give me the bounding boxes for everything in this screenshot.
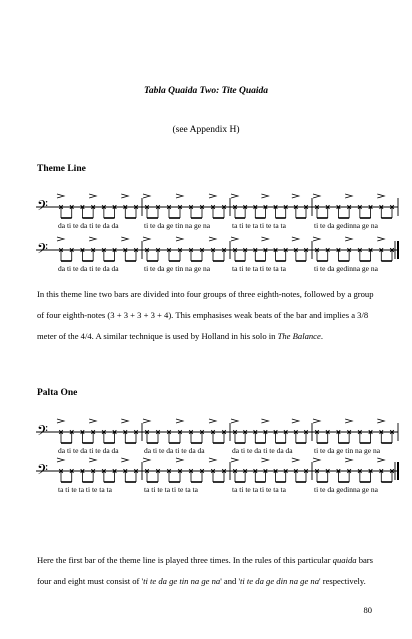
palta-one-heading: Palta One bbox=[37, 388, 78, 398]
accent-mark bbox=[345, 458, 352, 462]
accent-mark bbox=[261, 237, 268, 241]
accent-mark bbox=[377, 419, 384, 423]
accent-mark bbox=[121, 458, 128, 462]
accent-mark bbox=[143, 458, 150, 462]
paragraph-line: of four eighth-notes (3 + 3 + 3 + 3 + 4). This emphasises weak beats of the bar and implies a 3/8 bbox=[37, 310, 369, 320]
paragraph-line: Here the first bar of the theme line is played three times. In the rules of this particular quaida bars bbox=[37, 555, 374, 565]
paragraph-line: meter of the 4/4. A similar technique is used by Holland in his solo in The Balance. bbox=[37, 331, 323, 341]
accent-mark bbox=[176, 419, 183, 423]
page-title: Tabla Quaida Two: Tite Quaida bbox=[143, 86, 269, 96]
accent-mark bbox=[313, 194, 320, 198]
bol-syllables: da ti te da ti te da da bbox=[144, 446, 205, 455]
accent-mark bbox=[261, 419, 268, 423]
accent-mark bbox=[57, 419, 64, 423]
bol-syllables: da ti te da ti te da da bbox=[58, 264, 119, 273]
accent-mark bbox=[313, 458, 320, 462]
accent-mark bbox=[377, 194, 384, 198]
bass-clef-icon: 𝄢 bbox=[37, 198, 48, 218]
accent-mark bbox=[176, 458, 183, 462]
theme-line-heading: Theme Line bbox=[37, 164, 86, 174]
accent-mark bbox=[292, 237, 299, 241]
paragraph-line: In this theme line two bars are divided into four groups of three eighth-notes, followed by a group bbox=[37, 289, 374, 299]
accent-mark bbox=[121, 194, 128, 198]
appendix-reference: (see Appendix H) bbox=[172, 125, 240, 135]
accent-mark bbox=[292, 419, 299, 423]
bol-syllables: ti te da ge tin na ge na bbox=[144, 221, 211, 230]
accent-mark bbox=[231, 419, 238, 423]
accent-mark bbox=[57, 237, 64, 241]
accent-mark bbox=[89, 194, 96, 198]
accent-mark bbox=[261, 458, 268, 462]
bol-syllables: ta ti te ta ti te ta ta bbox=[232, 264, 286, 273]
accent-mark bbox=[377, 458, 384, 462]
accent-mark bbox=[292, 194, 299, 198]
accent-mark bbox=[313, 237, 320, 241]
bol-syllables: ti te da gedinna ge na bbox=[314, 485, 378, 494]
bol-syllables: ta ti te ta ti te ta ta bbox=[58, 485, 112, 494]
accent-mark bbox=[143, 419, 150, 423]
bass-clef-icon: 𝄢 bbox=[37, 462, 48, 482]
palta-paragraph bbox=[37, 550, 373, 592]
accent-mark bbox=[121, 237, 128, 241]
accent-mark bbox=[176, 237, 183, 241]
bol-syllables: da ti te da ti te da da bbox=[58, 446, 119, 455]
accent-mark bbox=[231, 237, 238, 241]
accent-mark bbox=[231, 194, 238, 198]
accent-mark bbox=[57, 458, 64, 462]
accent-mark bbox=[231, 458, 238, 462]
bol-syllables: ti te da gedinna ge na bbox=[314, 264, 378, 273]
bass-clef-icon: 𝄢 bbox=[37, 423, 48, 443]
accent-mark bbox=[345, 194, 352, 198]
accent-mark bbox=[345, 237, 352, 241]
bol-syllables: ti te da gedinna ge na bbox=[314, 221, 378, 230]
bol-syllables: ti te da ge tin na ge na bbox=[144, 264, 211, 273]
accent-mark bbox=[57, 194, 64, 198]
bol-syllables: ta ti te ta ti te ta ta bbox=[232, 221, 286, 230]
bol-syllables: ta ti te ta ti te ta ta bbox=[232, 485, 286, 494]
accent-mark bbox=[377, 237, 384, 241]
accent-mark bbox=[313, 419, 320, 423]
accent-mark bbox=[176, 194, 183, 198]
paragraph-line: four and eight must consist of 'ti te da ge tin na ge na' and 'ti te da ge din na ge na' respectively. bbox=[37, 576, 366, 586]
accent-mark bbox=[261, 194, 268, 198]
page-number: 80 bbox=[363, 605, 372, 615]
accent-mark bbox=[209, 194, 216, 198]
accent-mark bbox=[209, 458, 216, 462]
accent-mark bbox=[89, 237, 96, 241]
bass-clef-icon: 𝄢 bbox=[37, 241, 48, 261]
accent-mark bbox=[292, 458, 299, 462]
accent-mark bbox=[209, 237, 216, 241]
accent-mark bbox=[143, 237, 150, 241]
bol-syllables: da ti te da ti te da da bbox=[58, 221, 119, 230]
accent-mark bbox=[89, 458, 96, 462]
accent-mark bbox=[121, 419, 128, 423]
bol-syllables: ta ti te ta ti te ta ta bbox=[144, 485, 198, 494]
accent-mark bbox=[89, 419, 96, 423]
accent-mark bbox=[209, 419, 216, 423]
bol-syllables: ti te da ge tin na ge na bbox=[314, 446, 381, 455]
accent-mark bbox=[345, 419, 352, 423]
theme-line-paragraph bbox=[37, 284, 374, 347]
bol-syllables: da ti te da ti te da da bbox=[232, 446, 293, 455]
accent-mark bbox=[143, 194, 150, 198]
